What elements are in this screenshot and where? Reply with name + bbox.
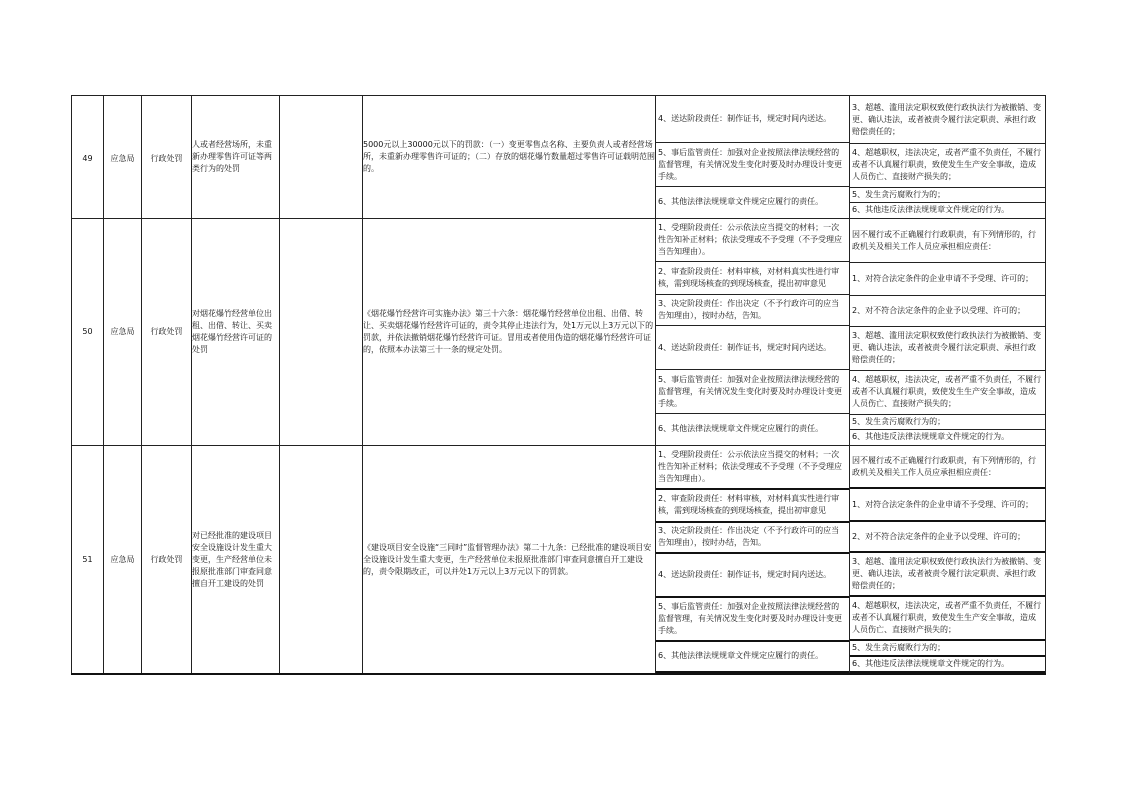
liability-item: 6、其他违反法律法规规章文件规定的行为。 — [852, 431, 1010, 441]
duty-item: 2、审查阶段责任：材料审核，对材料真实性进行审核，需到现场核查的到现场核查，提出初审意见 — [656, 489, 849, 522]
liability-item: 3、超越、滥用法定职权致使行政执法行为被撤销、变更、确认违法，或者被责令履行法定职责、承担行政赔偿责任的； — [850, 552, 1045, 596]
duty-list — [656, 446, 850, 675]
legal-basis: 《烟花爆竹经营许可实施办法》第三十六条：烟花爆竹经营单位出租、出借、转让、买卖烟花爆竹经营许可证的，责令其停止违法行为，处1万元以上3万元以下的罚款，并依法撤销烟花爆竹经营许可证。冒用或者使用伪造的烟花爆竹经营许可证的，依照本办法第三十一条的规定处罚。 — [363, 219, 656, 446]
liability-item: 6、其他违反法律法规规章文件规定的行为。 — [852, 204, 1010, 214]
item-number: 49 — [72, 96, 104, 219]
liability-item: 4、超越职权，违法决定，或者严重不负责任，不履行或者不认真履行职责，致使发生生产安全事故，造成人员伤亡、直接财产损失的； — [850, 143, 1045, 187]
duty-item: 4、送达阶段责任：制作证书，规定时间内送达。 — [656, 553, 849, 597]
responsibility-table — [71, 95, 1046, 675]
subitem-cell — [280, 96, 363, 219]
liability-item: 5、发生贪污腐败行为的； — [850, 187, 1045, 202]
liability-item: 5、发生贪污腐败行为的； — [850, 414, 1045, 429]
department: 应急局 — [104, 96, 142, 219]
duty-item: 1、受理阶段责任：公示依法应当提交的材料；一次性告知补正材料；依法受理或不予受理（不予受理应当告知理由）。 — [656, 220, 849, 262]
liability-list — [850, 446, 1046, 675]
item-name: 人或者经营场所，未重新办理零售许可证等两类行为的处罚 — [192, 96, 280, 219]
liability-item: 3、超越、滥用法定职权致使行政执法行为被撤销、变更、确认违法，或者被责令履行法定职责、承担行政赔偿责任的； — [850, 326, 1045, 370]
duty-item: 4、送达阶段责任：制作证书，规定时间内送达。 — [656, 326, 849, 370]
table-row — [72, 96, 1046, 219]
duty-item: 6、其他法律法规规章文件规定应履行的责任。 — [658, 424, 824, 434]
duty-item: 5、事后监管责任：加强对企业按照法律法规经营的监督管理，有关情况发生变化时要及时办理设计变更手续。 — [656, 597, 849, 641]
table-row — [72, 446, 1046, 675]
item-name: 对烟花爆竹经营单位出租、出借、转让、买卖烟花爆竹经营许可证的处罚 — [192, 219, 280, 446]
duty-item: 4、送达阶段责任：制作证书，规定时间内送达。 — [656, 97, 849, 143]
duty-list — [656, 96, 850, 219]
item-number: 50 — [72, 219, 104, 446]
duty-item: 5、事后监管责任：加强对企业按照法律法规经营的监督管理，有关情况发生变化时要及时办理设计变更手续。 — [656, 370, 849, 414]
power-type: 行政处罚 — [142, 96, 192, 219]
liability-item: 5、发生贪污腐败行为的； — [850, 640, 1045, 656]
duty-item: 6、其他法律法规规章文件规定应履行的责任。 — [658, 197, 824, 207]
item-number: 51 — [72, 446, 104, 675]
liability-item: 4、超越职权，违法决定，或者严重不负责任，不履行或者不认真履行职责，致使发生生产安全事故，造成人员伤亡、直接财产损失的； — [850, 370, 1045, 414]
item-name: 对已经批准的建设项目安全设施设计发生重大变更，生产经营单位未报原批准部门审查同意擅自开工建设的处罚 — [192, 446, 280, 675]
liability-item: 1、对符合法定条件的企业申请不予受理、许可的； — [850, 488, 1045, 521]
liability-item: 因不履行或不正确履行行政职责，有下列情形的，行政机关及相关工作人员应承担相应责任： — [850, 446, 1045, 488]
table-row — [72, 219, 1046, 446]
liability-item: 3、超越、滥用法定职权致使行政执法行为被撤销、变更、确认违法，或者被责令履行法定职责、承担行政赔偿责任的； — [850, 97, 1045, 143]
liability-item: 4、超越职权，违法决定，或者严重不负责任，不履行或者不认真履行职责，致使发生生产安全事故，造成人员伤亡、直接财产损失的； — [850, 596, 1045, 640]
liability-item: 2、对不符合法定条件的企业予以受理、许可的； — [850, 295, 1045, 326]
duty-item: 3、决定阶段责任：作出决定（不予行政许可的应当告知理由），按时办结，告知。 — [656, 522, 849, 553]
duty-item: 2、审查阶段责任：材料审核，对材料真实性进行审核，需到现场核查的到现场核查，提出初审意见 — [656, 262, 849, 295]
liability-list — [850, 96, 1046, 219]
liability-item: 因不履行或不正确履行行政职责，有下列情形的，行政机关及相关工作人员应承担相应责任： — [850, 220, 1045, 262]
duty-item: 3、决定阶段责任：作出决定（不予行政许可的应当告知理由），按时办结，告知。 — [656, 295, 849, 326]
duty-list — [656, 219, 850, 446]
duty-item: 1、受理阶段责任：公示依法应当提交的材料；一次性告知补正材料；依法受理或不予受理（不予受理应当告知理由）。 — [656, 447, 849, 489]
department: 应急局 — [104, 446, 142, 675]
legal-basis: 5000元以上30000元以下的罚款：（一）变更零售点名称、主要负责人或者经营场所，未重新办理零售许可证的；（二）存放的烟花爆竹数量超过零售许可证载明范围的。 — [363, 96, 656, 219]
subitem-cell — [280, 219, 363, 446]
duty-item: 5、事后监管责任：加强对企业按照法律法规经营的监督管理，有关情况发生变化时要及时办理设计变更手续。 — [656, 143, 849, 187]
liability-item: 1、对符合法定条件的企业申请不予受理、许可的； — [850, 262, 1045, 295]
liability-item: 2、对不符合法定条件的企业予以受理、许可的； — [850, 521, 1045, 552]
power-type: 行政处罚 — [142, 446, 192, 675]
duty-item: 6、其他法律法规规章文件规定应履行的责任。 — [656, 641, 849, 672]
legal-basis: 《建设项目安全设施“三同时”监督管理办法》第二十九条：已经批准的建设项目安全设施设计发生重大变更，生产经营单位未报原批准部门审查同意擅自开工建设的，责令限期改正，可以并处1万元以上3万元以下的罚款。 — [363, 446, 656, 675]
liability-list — [850, 219, 1046, 446]
power-type: 行政处罚 — [142, 219, 192, 446]
liability-item: 6、其他违反法律法规规章文件规定的行为。 — [850, 656, 1045, 672]
subitem-cell — [280, 446, 363, 675]
department: 应急局 — [104, 219, 142, 446]
